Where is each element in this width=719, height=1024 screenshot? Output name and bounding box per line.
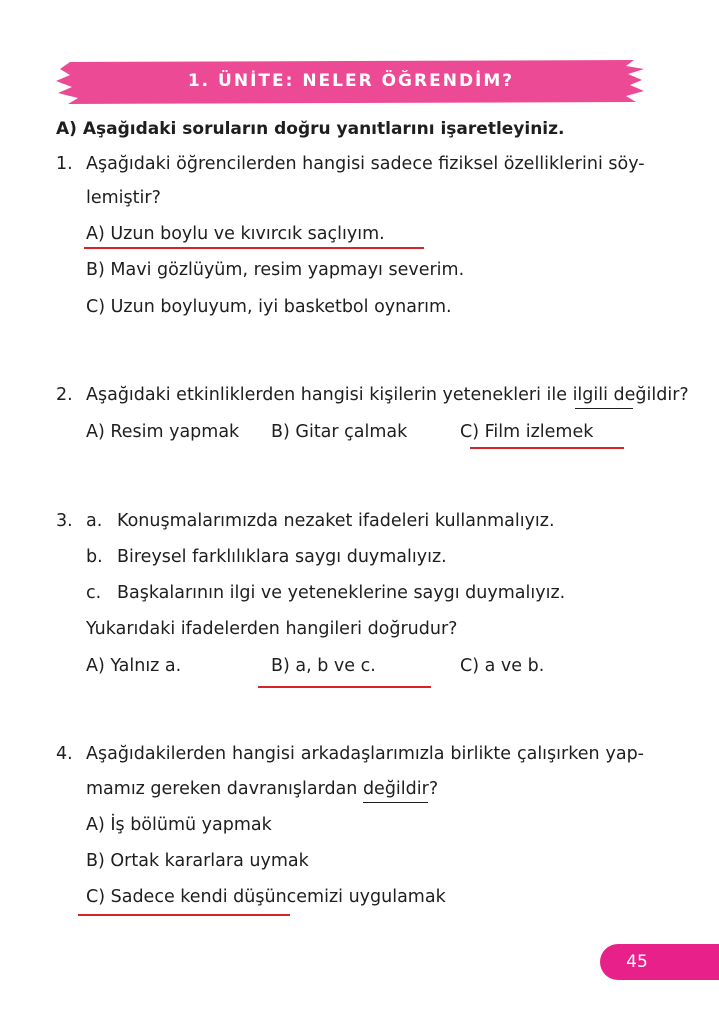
page-number-tab [600,944,719,980]
q3-item-c: Başkalarının ilgi ve yeteneklerine saygı duymalıyız. [117,583,566,603]
q3-item-c-label: c. [86,583,102,603]
section-instruction: A) Aşağıdaki soruların doğru yanıtlarını işaretleyiniz. [56,119,565,139]
q1-stem-line1: Aşağıdaki öğrencilerden hangisi sadece fiziksel özelliklerini söy- [86,154,645,174]
q2-negation-underline [575,408,633,409]
q2-option-b: B) Gitar çalmak [271,422,408,442]
q3-item-b: Bireysel farklılıklara saygı duymalıyız. [117,547,447,567]
q4-number: 4. [56,744,73,764]
q3-option-c: C) a ve b. [460,656,545,676]
q2-stem: Aşağıdaki etkinliklerden hangisi kişilerin yetenekleri ile ilgili değildir? [86,385,689,405]
q3-stem: Yukarıdaki ifadelerden hangileri doğrudur? [86,619,458,639]
q3-option-b: B) a, b ve c. [271,656,376,676]
q1-number: 1. [56,154,73,174]
q1-answer-underline [84,247,424,249]
q2-number: 2. [56,385,73,405]
q3-item-a: Konuşmalarımızda nezaket ifadeleri kullanmalıyız. [117,511,555,531]
q1-option-c: C) Uzun boyluyum, iyi basketbol oynarım. [86,297,452,317]
q3-number: 3. [56,511,73,531]
q1-option-a: A) Uzun boylu ve kıvırcık saçlıyım. [86,224,385,244]
q2-option-c: C) Film izlemek [460,422,594,442]
q3-option-a: A) Yalnız a. [86,656,182,676]
q4-option-a: A) İş bölümü yapmak [86,815,272,835]
page-number: 45 [626,952,648,972]
q1-stem-line2: lemiştir? [86,188,161,208]
q3-item-a-label: a. [86,511,103,531]
q4-answer-underline [78,914,290,916]
unit-title: 1. ÜNİTE: NELER ÖĞRENDİM? [187,71,515,91]
q2-answer-underline [470,447,624,449]
q4-stem-line2: mamız gereken davranışlardan değildir? [86,779,439,799]
q3-item-b-label: b. [86,547,103,567]
unit-banner [56,54,646,108]
q4-negation-underline [363,802,428,803]
q1-option-b: B) Mavi gözlüyüm, resim yapmayı severim. [86,260,465,280]
q4-option-c: C) Sadece kendi düşüncemizi uygulamak [86,887,446,907]
q2-option-a: A) Resim yapmak [86,422,240,442]
q3-answer-underline [258,686,431,688]
q4-option-b: B) Ortak kararlara uymak [86,851,309,871]
q4-stem-line1: Aşağıdakilerden hangisi arkadaşlarımızla birlikte çalışırken yap- [86,744,644,764]
